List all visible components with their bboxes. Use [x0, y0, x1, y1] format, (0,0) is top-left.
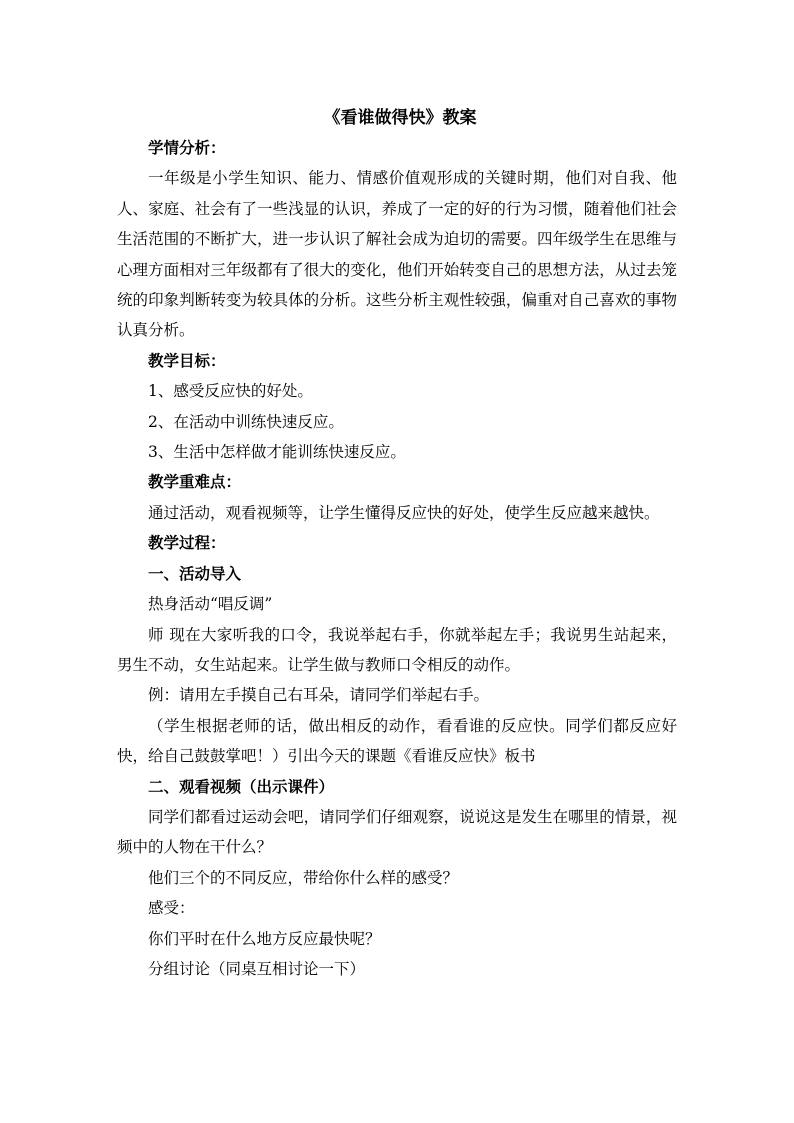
step2-line: 他们三个的不同反应，带给你什么样的感受？	[148, 868, 459, 887]
document-page	[117, 103, 677, 984]
step2-line: 感受：	[148, 899, 195, 918]
step1-line: （学生根据老师的话，做出相反的动作，看看谁的反应快。同学们都反应好快，给自己鼓鼓掌吧！）引出今天的课题《看谁反应快》板书	[117, 716, 677, 766]
step1-line: 师 现在大家听我的口令，我说举起右手，你就举起左手；我说男生站起来，男生不动，女生站起来。让学生做与教师口令相反的动作。	[117, 625, 677, 674]
step1-line: 热身活动“唱反调”	[148, 595, 273, 614]
analysis-heading: 学情分析：	[148, 138, 226, 157]
step2-line: 分组讨论（同桌互相讨论一下）	[148, 959, 366, 978]
key-points-paragraph: 通过活动，观看视频等，让学生懂得反应快的好处，使学生反应越来越快。	[148, 503, 660, 522]
goal-item: 3、生活中怎样做才能训练快速反应。	[148, 443, 406, 462]
process-heading: 教学过程：	[148, 533, 226, 553]
goal-item: 2、在活动中训练快速反应。	[148, 412, 344, 431]
step2-heading: 二、观看视频（出示课件）	[148, 776, 335, 796]
key-points-heading: 教学重难点：	[148, 472, 242, 492]
goals-heading: 教学目标：	[148, 350, 226, 370]
step2-line: 你们平时在什么地方反应最快呢？	[148, 929, 381, 948]
step2-line: 同学们都看过运动会吧，请同学们仔细观察，说说这是发生在哪里的情景，视频中的人物在干什么？	[117, 807, 677, 857]
goal-item: 1、感受反应快的好处。	[148, 382, 313, 401]
document-title: 《看谁做得快》教案	[323, 108, 477, 128]
step1-heading: 一、活动导入	[148, 563, 242, 583]
analysis-paragraph: 一年级是小学生知识、能力、情感价值观形成的关键时期，他们对自我、他人、家庭、社会有了一些浅显的认识，养成了一定的好的行为习惯，随着他们社会生活范围的不断扩大，进一步认识了解社会成为迫切的需要。四年级学生在思维与心理方面相对三年级都有了很大的变化，他们开始转变自己的思想方法，从过去笼统的印象判断转变为较具体的分析。这些分析主观性较强，偏重对自己喜欢的事物认真分析。	[117, 169, 677, 340]
step1-line: 例：请用左手摸自己右耳朵，请同学们举起右手。	[148, 686, 490, 705]
